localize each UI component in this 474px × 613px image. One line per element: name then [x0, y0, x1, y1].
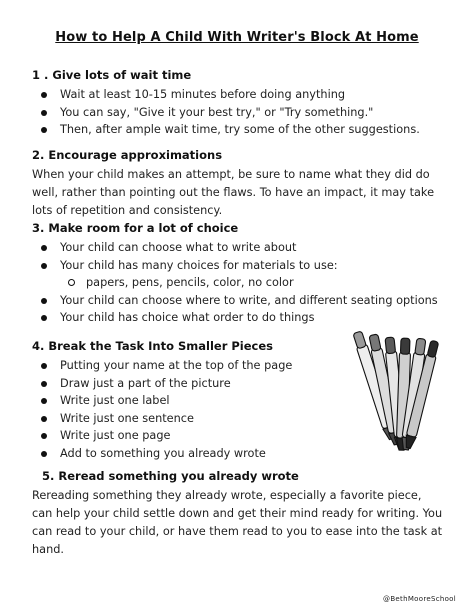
- list-item: You can say, "Give it your best try," or "Try something.": [32, 104, 444, 122]
- list-item: Then, after ample wait time, try some of the other suggestions.: [32, 121, 444, 139]
- sub-list-item: papers, pens, pencils, color, no color: [32, 274, 444, 292]
- section-heading: 5. Reread something you already wrote: [42, 469, 299, 483]
- list-item: Your child has choice what order to do things: [32, 309, 444, 327]
- section-wait-time: [32, 68, 444, 139]
- list-item: Write just one sentence: [32, 410, 332, 428]
- list-item: Putting your name at the top of the page: [32, 357, 332, 375]
- list-item: Write just one label: [32, 392, 332, 410]
- bullet-list: [32, 357, 332, 462]
- list-item: Wait at least 10-15 minutes before doing anything: [32, 86, 444, 104]
- markers-icon: [338, 326, 446, 458]
- section-reread: [32, 469, 444, 559]
- section-heading: 4. Break the Task Into Smaller Pieces: [32, 339, 274, 353]
- section-paragraph: Rereading something they already wrote, especially a favorite piece, can help your child settle down and get their mind ready for writing. You can read to your child, or have them read to you to ease into the task at hand.: [32, 489, 443, 556]
- bullet-list: [32, 239, 444, 327]
- section-paragraph: When your child makes an attempt, be sure to name what they did do well, rather than pointing out the flaws. To have an impact, it may take lots of repetition and consistency.: [32, 168, 435, 217]
- list-item: Your child has many choices for materials to use:: [32, 257, 444, 275]
- bullet-list: [32, 86, 444, 139]
- section-smaller-pieces: [32, 339, 332, 462]
- section-heading: 3. Make room for a lot of choice: [32, 221, 239, 235]
- list-item: Your child can choose what to write about: [32, 239, 444, 257]
- section-choice: [32, 221, 444, 327]
- section-heading: 1 . Give lots of wait time: [32, 68, 192, 82]
- section-heading: 2. Encourage approximations: [32, 148, 223, 162]
- section-approximations: [32, 148, 444, 220]
- list-item: Draw just a part of the picture: [32, 375, 332, 393]
- list-item: Add to something you already wrote: [32, 445, 332, 463]
- list-item: Your child can choose where to write, and different seating options: [32, 292, 444, 310]
- page-title: How to Help A Child With Writer's Block At Home: [55, 30, 419, 45]
- list-item: Write just one page: [32, 427, 332, 445]
- footer-credit: @BethMooreSchool: [383, 595, 456, 603]
